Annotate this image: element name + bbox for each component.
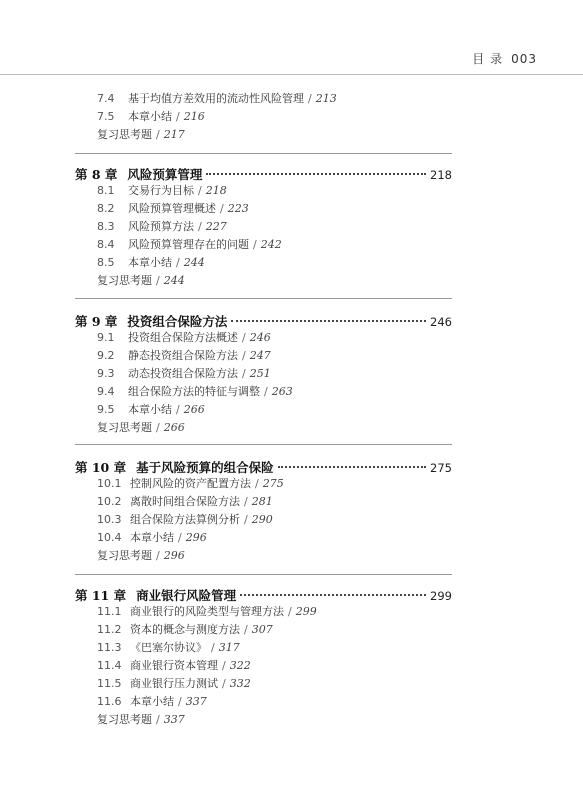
section-page: 275 <box>262 477 284 490</box>
section-number: 11.5 <box>97 677 122 690</box>
review-title: 复习思考题 <box>97 128 152 141</box>
section-number: 11.6 <box>97 695 122 708</box>
slash-separator: / <box>242 367 246 380</box>
toc-section-8-1 <box>97 184 227 198</box>
toc-section-10-1 <box>97 477 284 491</box>
review-title: 复习思考题 <box>97 421 152 434</box>
section-number: 11.3 <box>97 641 122 654</box>
section-page: 296 <box>185 531 207 544</box>
section-title: 静态投资组合保险方法 <box>128 349 238 362</box>
toc-section-10-4 <box>97 531 207 545</box>
toc-review-10 <box>97 549 185 563</box>
chapter-divider <box>75 153 452 154</box>
toc-section-8-5 <box>97 256 205 270</box>
review-page: 337 <box>163 713 185 726</box>
toc-chapter-11 <box>75 586 452 604</box>
slash-separator: / <box>198 184 202 197</box>
toc-section-10-2 <box>97 495 273 509</box>
slash-separator: / <box>244 495 248 508</box>
toc-section-11-3 <box>97 641 240 655</box>
toc-section-9-1 <box>97 331 271 345</box>
toc-section-9-4 <box>97 385 293 399</box>
chapter-page: 275 <box>430 461 452 475</box>
toc-section-7-5 <box>97 110 205 124</box>
toc-section-8-3 <box>97 220 227 234</box>
section-title: 商业银行的风险类型与管理方法 <box>130 605 284 618</box>
slash-separator: / <box>255 477 259 490</box>
section-page: 218 <box>205 184 227 197</box>
chapter-title: 风险预算管理 <box>127 167 203 182</box>
header-title: 目 录 <box>472 52 504 66</box>
review-title: 复习思考题 <box>97 713 152 726</box>
dot-leader <box>240 594 426 596</box>
slash-separator: / <box>222 659 226 672</box>
section-number: 8.4 <box>97 238 115 251</box>
section-title: 风险预算管理概述 <box>128 202 216 215</box>
section-number: 10.3 <box>97 513 122 526</box>
section-page: 266 <box>183 403 205 416</box>
chapter-title: 基于风险预算的组合保险 <box>136 460 274 475</box>
slash-separator: / <box>156 421 160 434</box>
dot-leader <box>278 466 426 468</box>
section-title: 基于均值方差效用的流动性风险管理 <box>128 92 304 105</box>
section-title: 本章小结 <box>128 403 172 416</box>
section-title: 投资组合保险方法概述 <box>128 331 238 344</box>
slash-separator: / <box>288 605 292 618</box>
slash-separator: / <box>176 110 180 123</box>
section-title: 交易行为目标 <box>128 184 194 197</box>
slash-separator: / <box>156 274 160 287</box>
section-page: 251 <box>249 367 271 380</box>
section-title: 本章小结 <box>130 695 174 708</box>
section-page: 317 <box>218 641 240 654</box>
slash-separator: / <box>253 238 257 251</box>
section-number: 11.4 <box>97 659 122 672</box>
slash-separator: / <box>264 385 268 398</box>
section-number: 7.5 <box>97 110 115 123</box>
slash-separator: / <box>242 349 246 362</box>
section-title: 风险预算管理存在的问题 <box>128 238 249 251</box>
slash-separator: / <box>178 695 182 708</box>
review-title: 复习思考题 <box>97 549 152 562</box>
section-page: 247 <box>249 349 271 362</box>
section-page: 299 <box>295 605 317 618</box>
toc-review-7 <box>97 128 185 142</box>
toc-chapter-8 <box>75 165 452 183</box>
chapter-divider <box>75 444 452 445</box>
slash-separator: / <box>198 220 202 233</box>
toc-section-8-2 <box>97 202 249 216</box>
slash-separator: / <box>156 549 160 562</box>
chapter-page: 299 <box>430 589 452 603</box>
slash-separator: / <box>176 403 180 416</box>
section-page: 290 <box>251 513 273 526</box>
section-title: 控制风险的资产配置方法 <box>130 477 251 490</box>
section-page: 322 <box>229 659 251 672</box>
section-title: 风险预算方法 <box>128 220 194 233</box>
toc-section-10-3 <box>97 513 273 527</box>
slash-separator: / <box>308 92 312 105</box>
slash-separator: / <box>176 256 180 269</box>
section-page: 332 <box>229 677 251 690</box>
section-page: 337 <box>185 695 207 708</box>
chapter-divider <box>75 574 452 575</box>
slash-separator: / <box>222 677 226 690</box>
toc-review-8 <box>97 274 185 288</box>
review-page: 266 <box>163 421 185 434</box>
section-number: 8.2 <box>97 202 115 215</box>
toc-section-8-4 <box>97 238 282 252</box>
slash-separator: / <box>244 513 248 526</box>
section-page: 223 <box>227 202 249 215</box>
section-page: 216 <box>183 110 205 123</box>
chapter-number: 第 9 章 <box>75 314 118 329</box>
section-number: 7.4 <box>97 92 115 105</box>
section-page: 244 <box>183 256 205 269</box>
chapter-title: 投资组合保险方法 <box>127 314 228 329</box>
section-title: 本章小结 <box>128 110 172 123</box>
toc-section-11-1 <box>97 605 317 619</box>
toc-section-11-5 <box>97 677 251 691</box>
section-title: 商业银行压力测试 <box>130 677 218 690</box>
toc-chapter-10 <box>75 458 452 476</box>
section-number: 9.3 <box>97 367 115 380</box>
chapter-page: 218 <box>430 168 452 182</box>
toc-section-11-6 <box>97 695 207 709</box>
review-page: 296 <box>163 549 185 562</box>
section-number: 11.1 <box>97 605 122 618</box>
toc-chapter-9 <box>75 312 452 330</box>
toc-section-9-3 <box>97 367 271 381</box>
toc-section-11-2 <box>97 623 273 637</box>
section-number: 11.2 <box>97 623 122 636</box>
section-page: 242 <box>260 238 282 251</box>
section-title: 组合保险方法算例分析 <box>130 513 240 526</box>
section-number: 9.4 <box>97 385 115 398</box>
toc-section-9-2 <box>97 349 271 363</box>
toc-section-7-4 <box>97 92 337 106</box>
slash-separator: / <box>244 623 248 636</box>
running-header <box>472 50 537 67</box>
slash-separator: / <box>242 331 246 344</box>
toc-review-9 <box>97 421 185 435</box>
section-page: 246 <box>249 331 271 344</box>
section-number: 10.2 <box>97 495 122 508</box>
section-page: 227 <box>205 220 227 233</box>
slash-separator: / <box>178 531 182 544</box>
section-number: 8.3 <box>97 220 115 233</box>
toc-section-11-4 <box>97 659 251 673</box>
slash-separator: / <box>156 713 160 726</box>
chapter-number: 第 11 章 <box>75 588 127 603</box>
chapter-number: 第 8 章 <box>75 167 118 182</box>
header-page-number: 003 <box>511 52 537 66</box>
toc-section-9-5 <box>97 403 205 417</box>
chapter-title: 商业银行风险管理 <box>136 588 237 603</box>
section-number: 10.4 <box>97 531 122 544</box>
chapter-page: 246 <box>430 315 452 329</box>
section-page: 263 <box>271 385 293 398</box>
section-number: 9.1 <box>97 331 115 344</box>
review-page: 244 <box>163 274 185 287</box>
dot-leader <box>231 320 426 322</box>
section-title: 本章小结 <box>128 256 172 269</box>
section-number: 9.5 <box>97 403 115 416</box>
dot-leader <box>206 173 426 175</box>
review-title: 复习思考题 <box>97 274 152 287</box>
slash-separator: / <box>156 128 160 141</box>
section-number: 8.5 <box>97 256 115 269</box>
section-title: 组合保险方法的特征与调整 <box>128 385 260 398</box>
chapter-divider <box>75 298 452 299</box>
section-number: 8.1 <box>97 184 115 197</box>
chapter-number: 第 10 章 <box>75 460 127 475</box>
section-number: 10.1 <box>97 477 122 490</box>
section-number: 9.2 <box>97 349 115 362</box>
review-page: 217 <box>163 128 185 141</box>
header-rule <box>0 74 583 75</box>
toc-review-11 <box>97 713 185 727</box>
slash-separator: / <box>211 641 215 654</box>
section-title: 《巴塞尔协议》 <box>130 641 207 654</box>
section-page: 213 <box>315 92 337 105</box>
section-title: 本章小结 <box>130 531 174 544</box>
section-page: 307 <box>251 623 273 636</box>
slash-separator: / <box>220 202 224 215</box>
section-title: 离散时间组合保险方法 <box>130 495 240 508</box>
section-title: 商业银行资本管理 <box>130 659 218 672</box>
section-title: 资本的概念与测度方法 <box>130 623 240 636</box>
section-page: 281 <box>251 495 273 508</box>
section-title: 动态投资组合保险方法 <box>128 367 238 380</box>
